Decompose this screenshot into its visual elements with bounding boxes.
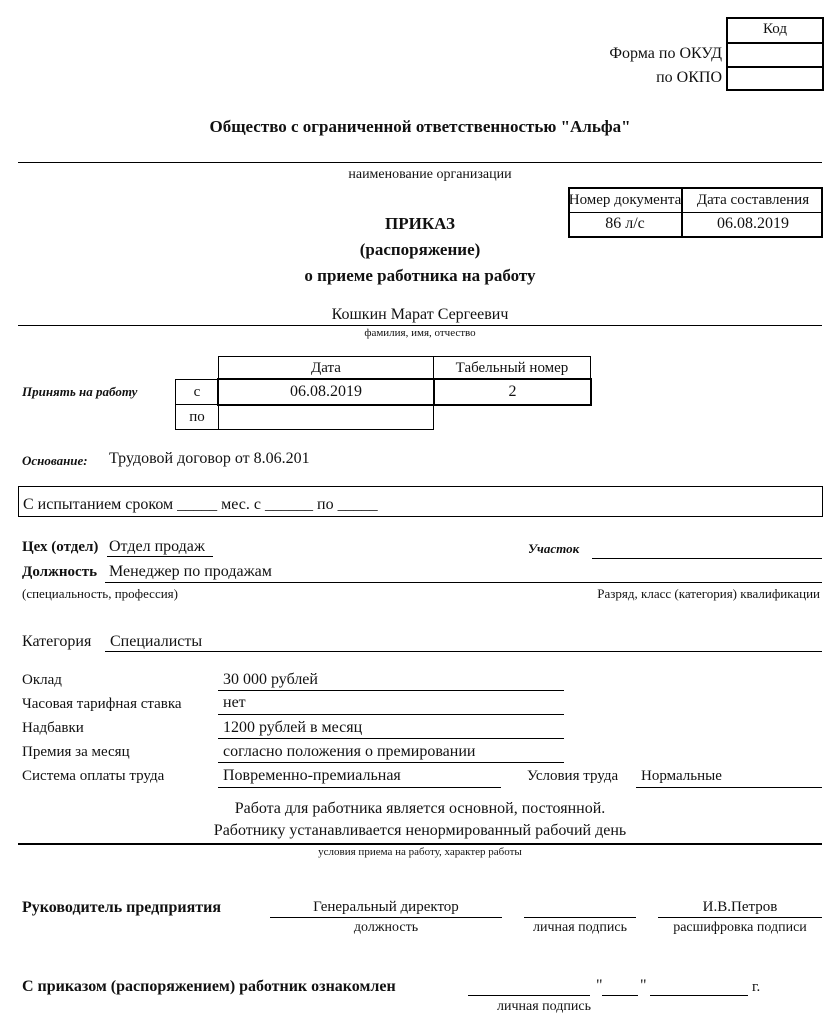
doc-number-header: Номер документа <box>568 192 682 208</box>
okpo-label: по ОКПО <box>656 69 722 86</box>
bonus-label: Надбавки <box>22 720 84 736</box>
salary-label: Оклад <box>22 672 62 688</box>
organization-caption: наименование организации <box>348 167 512 182</box>
doc-number-value: 86 л/с <box>605 215 645 232</box>
ack-day-field[interactable] <box>602 995 638 996</box>
hire-label: Принять на работу <box>22 384 138 399</box>
work-caption: условия приема на работу, характер работы <box>318 846 522 858</box>
employee-caption: фамилия, имя, отчество <box>364 327 476 339</box>
hire-date-header: Дата <box>311 360 341 376</box>
ack-quote-close: " <box>640 977 647 994</box>
ack-signature-caption: личная подпись <box>497 999 591 1014</box>
area-field[interactable] <box>592 558 822 559</box>
salary-value: 30 000 рублей <box>223 671 318 688</box>
work-line-1: Работа для работника является основной, постоянной. <box>234 800 606 817</box>
category-value: Специалисты <box>110 633 203 650</box>
head-position-caption: должность <box>353 920 419 935</box>
probation-text: С испытанием сроком _____ мес. с ______ по _____ <box>23 496 378 513</box>
head-signature-field[interactable] <box>524 917 636 918</box>
work-line-2: Работнику устанавливается ненормированный рабочий день <box>213 822 627 839</box>
order-title: ПРИКАЗ <box>385 214 455 233</box>
pay-system-value: Повременно-премиальная <box>223 767 401 784</box>
area-label: Участок <box>528 541 580 556</box>
position-caption-right: Разряд, класс (категория) квалификации <box>597 586 820 601</box>
doc-date-value: 06.08.2019 <box>717 215 789 232</box>
dept-label: Цех (отдел) <box>22 539 99 555</box>
ack-label: С приказом (распоряжением) работник ознакомлен <box>22 978 396 995</box>
organization-name: Общество с ограниченной ответственностью "Альфа" <box>209 117 631 136</box>
hire-from-label: с <box>193 384 201 400</box>
conditions-label: Условия труда <box>527 768 619 784</box>
employee-name: Кошкин Марат Сергеевич <box>331 306 509 323</box>
order-subtitle: (распоряжение) <box>359 240 481 259</box>
ack-quote-open: " <box>596 977 603 994</box>
head-position: Генеральный директор <box>313 899 459 915</box>
dept-value: Отдел продаж <box>109 538 205 555</box>
doc-date-header: Дата составления <box>696 192 810 208</box>
okud-label: Форма по ОКУД <box>609 45 722 62</box>
basis-value: Трудовой договор от 8.06.201 <box>109 450 310 467</box>
head-label: Руководитель предприятия <box>22 899 221 916</box>
ack-year-suffix: г. <box>752 979 761 995</box>
hourly-value: нет <box>223 694 246 711</box>
order-purpose: о приеме работника на работу <box>304 266 536 285</box>
category-label: Категория <box>22 633 92 650</box>
hire-to-label: по <box>189 409 205 425</box>
ack-month-field[interactable] <box>650 995 748 996</box>
code-header: Код <box>763 21 787 37</box>
hire-tab-number[interactable]: 2 <box>508 383 517 400</box>
basis-label: Основание: <box>22 453 88 468</box>
hire-from-date[interactable]: 06.08.2019 <box>290 383 362 400</box>
position-caption-left: (специальность, профессия) <box>22 586 178 601</box>
premium-value: согласно положения о премировании <box>223 743 476 760</box>
conditions-value: Нормальные <box>641 768 722 784</box>
pay-system-label: Система оплаты труда <box>22 768 165 784</box>
bonus-value: 1200 рублей в месяц <box>223 719 363 736</box>
position-value: Менеджер по продажам <box>109 563 272 580</box>
position-label: Должность <box>22 564 98 580</box>
premium-label: Премия за месяц <box>22 744 130 760</box>
hire-tab-header: Табельный номер <box>455 360 569 376</box>
head-signature-caption: личная подпись <box>533 920 627 935</box>
hourly-label: Часовая тарифная ставка <box>22 696 182 712</box>
ack-signature-field[interactable] <box>468 995 590 996</box>
head-name-caption: расшифровка подписи <box>673 920 807 935</box>
head-name: И.В.Петров <box>702 899 778 915</box>
